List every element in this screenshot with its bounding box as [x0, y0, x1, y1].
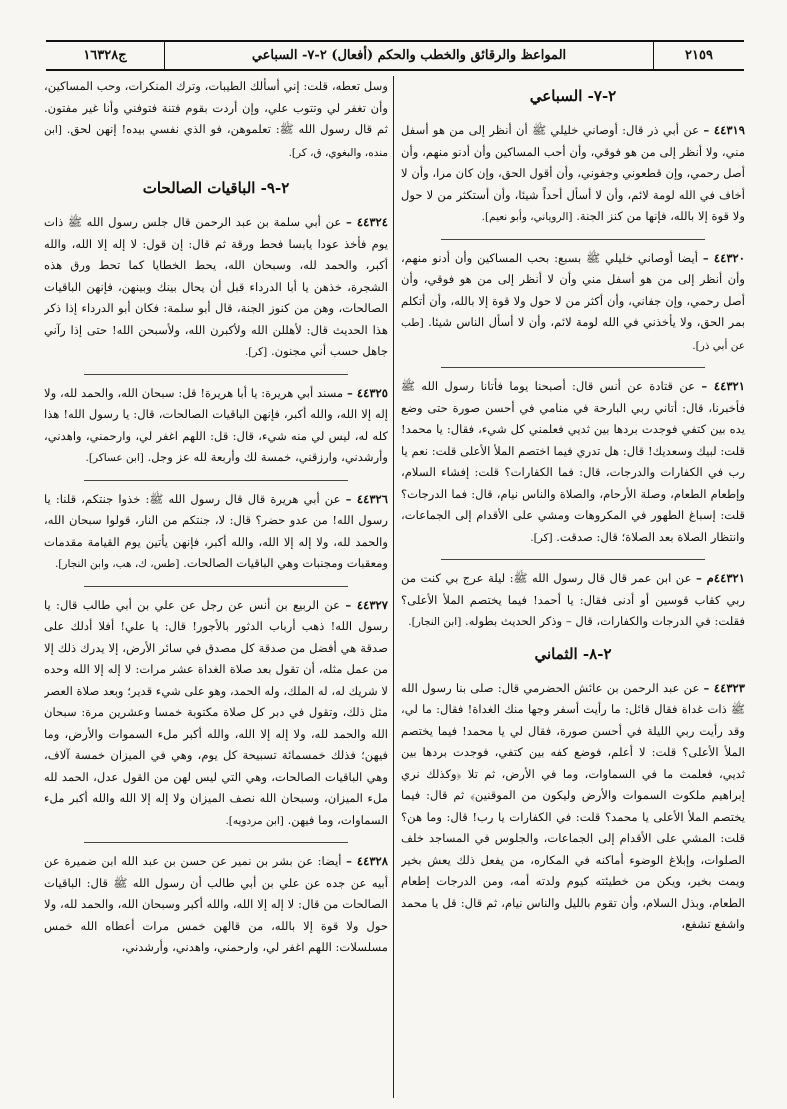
entry-divider: [441, 559, 705, 560]
entry-source: [كر].: [244, 346, 268, 358]
entry-text: وسل تعطه، قلت: إني أسألك الطيبات، وترك المنكرات، وحب المساكين، وأن تغفر لي وتتوب علي، وإن أردت بقوم فتنة فتوفني وأنا غير مفتون. ثم قال رسول الله ﷺ: تعلموهن، فو الذي نفسي بيده! إنهن لحق.: [44, 79, 388, 136]
entry-source: [ابن مردويه].: [225, 814, 284, 827]
entry-text: عن أبي هريرة قال قال رسول الله ﷺ: خذوا جنتكم، قلنا: يا رسول الله! من عدو حضر؟ قال: لا، جنتكم من النار، قولوا سبحان الله، والحمد لله، ولا إله إلا الله، والله أكبر، فإنهن يأتين يوم القيامة مقدمات ومعقبات ومجنبات وهي الباقيات الصالحات.: [44, 491, 388, 570]
entry-divider: [84, 480, 348, 481]
hadith-entry: [44, 489, 388, 576]
hadith-entry: [401, 568, 745, 634]
entry-source: [طس، ك، هب، وابن النجار].: [54, 558, 180, 570]
section-heading: ٢-٨- الثماني: [534, 644, 612, 663]
entry-source: [طب عن أبي ذر].: [401, 317, 745, 352]
volume-ref: ج١٦٣٢٨: [83, 48, 127, 63]
entry-text: عن ابن عمر قال قال رسول الله ﷺ: ليلة عرج بي كنت من ربي كقاب قوسين أو أدنى فقال: يا أحمد! فيما يختصم الملأ الأعلى؟ فقلت: في الدرجات والكفارات، قال – وذكر الحديث بطوله.: [401, 571, 745, 628]
hadith-entry: [44, 212, 388, 364]
entry-number: ٤٤٣٢١م –: [696, 571, 745, 585]
running-title: المواعظ والرقائق والخطب والحكم (أفعال) ٢-٧- السباعي: [164, 42, 653, 69]
entry-number: ٤٤٣٢٧ –: [345, 597, 388, 612]
hadith-entry: [401, 248, 745, 358]
entry-number: ٤٤٣٢١ –: [701, 379, 745, 393]
entry-source: [كر].: [530, 531, 553, 544]
entry-divider: [84, 586, 348, 587]
hadith-entry: [44, 851, 388, 959]
hadith-entry: [44, 383, 388, 470]
entry-text: عن الربيع بن أنس عن رجل عن علي بن أبي طالب قال: يا رسول الله! ذهب أرباب الدثور بالأجور! قال: يا علي! أفلا أدلك على صدقة هي أفضل من صدقة كل مصدق في سائر الأرض، إلا يدرك ذلك إلا من عمل مثله، أن تقول بعد صلاة الغداة عشر مرات: لا إله إلا الله وحده لا شريك له، له الملك، وله الحمد، وهو على شيء قدير؛ وبعد صلاة العصر مثل ذلك، وتقول في دبر كل صلاة مكتوبة خمسا وعشرين مرة: سبحان الله والحمد لله، ولا إله إلا الله، والله أكبر ملء السموات والأرض، وما فيهن؛ فذلك خمسمائة تسبيحة كل يوم، وهي في الميزان خمسة آلاف، وهي الباقيات الصالحات، وهي التي ليس لهن من القول عدل، الحمد لله ملء الميزان، وسبحان الله نصف الميزان ولا إله إلا الله والله أكبر ملء السماوات، وما فيهن.: [44, 597, 388, 827]
hadith-entry: [44, 595, 388, 833]
entry-divider: [84, 374, 348, 375]
entry-source: [الروياني، وأبو نعيم].: [481, 211, 573, 223]
page-number: ٢١٥٩: [653, 42, 744, 69]
page-header: [46, 40, 744, 71]
column-divider: [393, 76, 394, 1098]
entry-divider: [441, 367, 705, 368]
section-heading: ٢-٧- السباعي: [529, 87, 617, 105]
hadith-entry: [401, 120, 745, 229]
entry-source: [ابن منده، والبغوي، ق، كر].: [44, 124, 388, 159]
entry-divider: [441, 239, 705, 240]
hadith-entry: [401, 678, 745, 936]
entry-number: ٤٤٣٢٦ –: [345, 491, 388, 506]
entry-number: ٤٤٣٢٣ –: [703, 680, 745, 695]
entry-text: أيضا أوصاني خليلي ﷺ بسبع: بحب المساكين وأن أدنو منهم، وأن أنظر إلى من هو أسفل مني وأن لا أنظر إلى من هو فوقي، وأن أصل رحمي، وإن جفاني، وأن أكثر من لا حول ولا قوة إلا بالله، وأن أتكلم بمر الحق، ولا يأخذني في الله لومة لائم، وأن لا أسأل الناس شيئا.: [401, 250, 745, 329]
entry-text: عن عبد الرحمن بن عائش الحضرمي قال: صلى بنا رسول الله ﷺ ذات غداة فقال قائل: ما رأيت أسفر وجها منك الغداة! فقال: ما لي، وقد رأيت ربي الليلة في أحسن صورة، فقال لي يا محمد! فيما يختصم الملأ الأعلى؟ قلت: لا أعلم، فوضع كفه بين كتفي، فوجدت بردها بين ثديي، فعلمت ما في السماوات، وما في الأرض، ثم تلا ﴿وكذلك نري إبراهيم ملكوت السموات والأرض وليكون من الموقنين﴾ ثم قال: فيما يختصم الملأ الأعلى يا محمد؟ قلت: في الكفارات يا رب! قال: وما هن؟ قلت: المشي على الأقدام إلى الجماعات، والجلوس في المساجد خلف الصلوات، وإبلاغ الوضوء أماكنه في المكاره، من يفعل ذلك يعش بخير ويمت بخير، ويكن من خطيئته كيوم ولدته أمه، ومن الدرجات إطعام الطعام، وبذل السلام، وأن تقوم بالليل والناس نيام، ثم قال: قل يا محمد واشفع تشفع،: [401, 680, 745, 931]
section-heading: ٢-٩- الباقيات الصالحات: [142, 179, 290, 197]
right-column: [401, 76, 745, 1101]
entry-text: عن قتادة عن أنس قال: أصبحنا يوما فأتانا رسول الله ﷺ فأخبرنا، قال: أتاني ربي البارحة في منامي في أحسن صورة حتى وضع يده بين كتفي فوجدت بردها بين ثديي فعلمني كل شيء، فقال: يا محمد! قلت: لبيك وسعديك! قال: هل تدري فيما اختصم الملأ الأعلى قلت: نعم يا رب في الكفارات والدرجات، قال: فما الكفارات؟ قلت: إفشاء السلام، وإطعام الطعام، وصلة الأرحام، والصلاة والناس نيام، قال: فما الدرجات؟ قلت: إسباغ الطهور في المكروهات ومشي على الأقدام إلى الجماعات، وانتظار الصلاة بعد الصلاة؛ قال: صدقت.: [401, 379, 745, 544]
entry-source: [ابن النجار].: [408, 616, 462, 628]
entry-divider: [84, 842, 348, 843]
left-column: [44, 76, 388, 1101]
entry-number: ٤٤٣٢٥ –: [346, 385, 388, 400]
entry-number: ٤٤٣٢٠ –: [702, 250, 745, 265]
entry-number: ٤٤٣٢٨ –: [346, 854, 388, 868]
entry-source: [ابن عساكر].: [85, 452, 144, 464]
hadith-entry: [401, 376, 745, 549]
entry-text: مسند أبي هريرة: يا أبا هريرة! قل: سبحان الله، والحمد لله، ولا إله إلا الله، والله أكبر، فإنهن الباقيات الصالحات، قال: يا رسول الله! هذا كله له، ليس لي منه شيء، قال: قل: اللهم اغفر لي، وارحمني، واهدني، وأرشدني، وارزقني، خمسة لك وأربعة لله عز وجل.: [44, 385, 388, 464]
hadith-continuation: [44, 76, 388, 164]
entry-text: عن أبي سلمة بن عبد الرحمن قال جلس رسول الله ﷺ ذات يوم فأخذ عودا يابسا فحط ورقة ثم قال: إن قول: لا إله إلا الله، والله أكبر، والحمد لله، وسبحان الله، يحط الخطايا كما تحط ورق هذه الشجرة، خذهن يا أبا الدرداء قبل أن يحال بينك وبينهن، فإنهن الباقيات الصالحات، وهن من كنوز الجنة، قال أبو سلمة: فكان أبو الدرداء إذا ذكر هذا الحديث قال: لأهللن الله ولأكبرن الله، ولأسبحن الله! حتى إذا رآني جاهل حسب أني مجنون.: [44, 215, 388, 358]
entry-number: ٤٤٣١٩ –: [703, 123, 745, 137]
entry-number: ٤٤٣٢٤ –: [346, 215, 388, 229]
entry-text: أيضا: عن بشر بن نمير عن حسن بن عبد الله ابن ضميرة عن أبيه عن جده عن علي بن أبي طالب أن رسول الله ﷺ قال: الباقيات الصالحات من قال: لا إله إلا الله، والله أكبر وسبحان الله، والحمد لله، ولا حول ولا قوة إلا بالله، من قالهن خمس مرات أعطاه الله خمس مسلسلات: اللهم اغفر لي، وارحمني، واهدني، وأرشدني،: [44, 854, 388, 954]
entry-text: عن أبي ذر قال: أوصاني خليلي ﷺ أن أنظر إلى من هو أسفل مني، ولا أنظر إلى من هو فوقي، وأن أحب المساكين وأن أدنو منهم، وأن أصل رحمي، وإن قطعوني وجفوني، وأن أقول الحق، وإن كان مرا، وأن لا أخاف في الله لومة لائم، وأن لا أسأل أحداً شيئا، وأن أستكثر من لا حول ولا قوة إلا بالله، فإنها من كنز الجنة.: [401, 123, 745, 223]
